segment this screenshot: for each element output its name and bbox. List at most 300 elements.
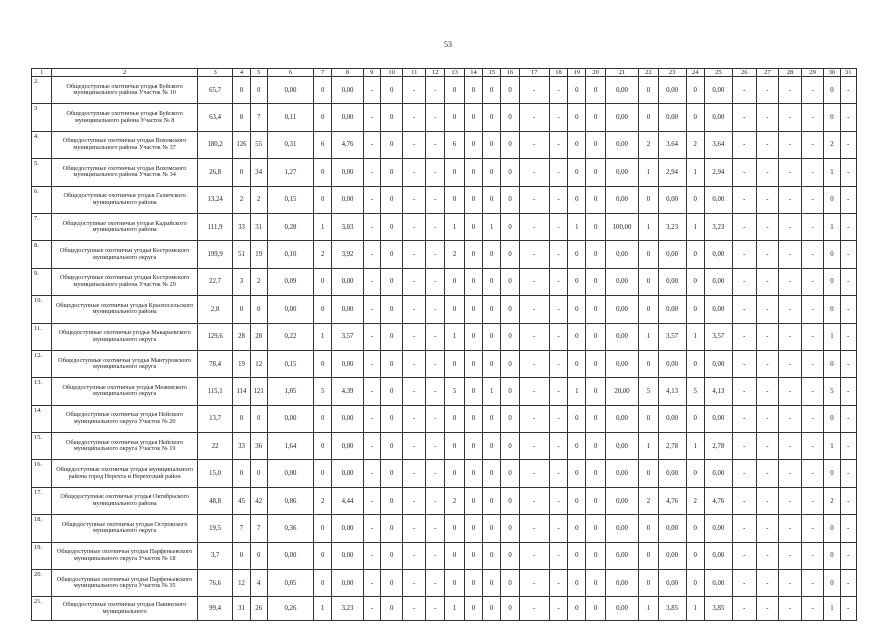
value-cell: 0 <box>686 515 704 542</box>
value-cell: 0 <box>464 350 482 377</box>
value-cell: - <box>801 378 824 405</box>
value-cell: 0 <box>380 350 403 377</box>
value-cell: 0 <box>686 350 704 377</box>
value-cell: 0 <box>483 487 501 514</box>
value-cell: - <box>801 433 824 460</box>
value-cell: 0,15 <box>267 186 313 213</box>
value-cell: 0 <box>501 515 519 542</box>
value-cell: - <box>801 159 824 186</box>
value-cell: 0 <box>314 186 332 213</box>
value-cell: 55 <box>250 131 267 158</box>
value-cell: - <box>840 186 856 213</box>
value-cell: - <box>519 597 549 621</box>
value-cell: - <box>801 487 824 514</box>
value-cell: - <box>549 213 567 240</box>
hunting-ground-name-cell: Общедоступные охотничьи угодья Костромского муниципального округа <box>52 241 197 268</box>
value-cell: - <box>801 350 824 377</box>
column-number-cell: 12 <box>426 69 445 77</box>
value-cell: 0 <box>464 159 482 186</box>
value-cell: - <box>403 433 426 460</box>
value-cell: - <box>549 241 567 268</box>
value-cell: 0 <box>586 597 605 621</box>
value-cell: - <box>363 186 380 213</box>
value-cell: - <box>732 405 756 432</box>
value-cell: 0 <box>250 460 267 487</box>
value-cell: - <box>840 350 856 377</box>
row-number-cell: 9. <box>32 268 52 295</box>
hunting-ground-name-cell: Общедоступные охотничьи угодья Нейского муниципального округа Участок № 20 <box>52 405 197 432</box>
value-cell: 0 <box>464 77 482 104</box>
value-cell: - <box>732 104 756 131</box>
value-cell: 1 <box>686 597 704 621</box>
value-cell: - <box>403 597 426 621</box>
value-cell: - <box>840 542 856 569</box>
value-cell: - <box>519 104 549 131</box>
value-cell: 1 <box>483 378 501 405</box>
value-cell: 12 <box>233 570 250 597</box>
value-cell: 0,10 <box>267 241 313 268</box>
value-cell: - <box>779 378 802 405</box>
value-cell: - <box>779 460 802 487</box>
value-cell: 1 <box>824 323 840 350</box>
value-cell: 0 <box>464 433 482 460</box>
value-cell: - <box>756 597 779 621</box>
value-cell: - <box>732 460 756 487</box>
value-cell: - <box>363 515 380 542</box>
value-cell: 0,00 <box>605 241 638 268</box>
value-cell: - <box>732 296 756 323</box>
value-cell: 13,7 <box>197 405 233 432</box>
row-number-cell: 6. <box>32 186 52 213</box>
value-cell: 5 <box>824 378 840 405</box>
value-cell: - <box>403 131 426 158</box>
value-cell: 0 <box>568 597 586 621</box>
value-cell: 0 <box>464 378 482 405</box>
value-cell: 0 <box>483 515 501 542</box>
value-cell: 0 <box>501 542 519 569</box>
value-cell: 6 <box>314 131 332 158</box>
row-number-cell: 20. <box>32 570 52 597</box>
value-cell: - <box>426 350 445 377</box>
value-cell: 2 <box>639 131 658 158</box>
hunting-ground-name-cell: Общедоступные охотничьи угодья Нейского муниципального округа Участок № 19 <box>52 433 197 460</box>
value-cell: 0 <box>568 433 586 460</box>
value-cell: 0 <box>464 104 482 131</box>
value-cell: 0 <box>464 460 482 487</box>
value-cell: 0,00 <box>332 515 363 542</box>
value-cell: 2 <box>445 487 464 514</box>
value-cell: 0 <box>314 460 332 487</box>
value-cell: 0,00 <box>658 460 686 487</box>
value-cell: 0,00 <box>332 159 363 186</box>
value-cell: 1 <box>686 213 704 240</box>
value-cell: - <box>756 186 779 213</box>
value-cell: - <box>779 570 802 597</box>
value-cell: 0,00 <box>605 542 638 569</box>
column-number-cell: 18 <box>549 69 567 77</box>
value-cell: 0,00 <box>658 241 686 268</box>
value-cell: 3,85 <box>658 597 686 621</box>
value-cell: - <box>732 570 756 597</box>
value-cell: - <box>549 296 567 323</box>
value-cell: - <box>363 597 380 621</box>
value-cell: - <box>779 405 802 432</box>
column-number-cell: 9 <box>363 69 380 77</box>
column-number-cell: 22 <box>639 69 658 77</box>
value-cell: 34 <box>250 159 267 186</box>
value-cell: - <box>801 268 824 295</box>
value-cell: 1 <box>568 378 586 405</box>
value-cell: 0 <box>483 323 501 350</box>
value-cell: 3,23 <box>332 597 363 621</box>
value-cell: 0 <box>501 405 519 432</box>
value-cell: 0 <box>380 323 403 350</box>
hunting-ground-name-cell: Общедоступные охотничьи угодья Павинского муниципального <box>52 597 197 621</box>
value-cell: - <box>840 131 856 158</box>
value-cell: - <box>732 542 756 569</box>
hunting-ground-name-cell: Общедоступные охотничьи угодья Вохомского муниципального района Участок № 37 <box>52 131 197 158</box>
column-number-row <box>32 69 857 77</box>
value-cell: - <box>732 433 756 460</box>
value-cell: 0 <box>483 350 501 377</box>
value-cell: - <box>403 296 426 323</box>
value-cell: 0,00 <box>332 104 363 131</box>
value-cell: 0 <box>445 570 464 597</box>
table-row <box>32 213 857 240</box>
row-number-cell: 7. <box>32 213 52 240</box>
value-cell: - <box>403 542 426 569</box>
value-cell: 0 <box>380 570 403 597</box>
value-cell: 111,9 <box>197 213 233 240</box>
value-cell: - <box>756 487 779 514</box>
row-number-cell: 5. <box>32 159 52 186</box>
value-cell: 33 <box>233 213 250 240</box>
value-cell: 0,00 <box>605 570 638 597</box>
value-cell: 0 <box>586 405 605 432</box>
value-cell: 13,24 <box>197 186 233 213</box>
value-cell: 0 <box>445 350 464 377</box>
value-cell: 2 <box>233 186 250 213</box>
value-cell: - <box>779 433 802 460</box>
value-cell: - <box>403 77 426 104</box>
value-cell: 4,76 <box>658 487 686 514</box>
value-cell: - <box>426 77 445 104</box>
value-cell: - <box>426 131 445 158</box>
value-cell: - <box>779 323 802 350</box>
value-cell: 0 <box>483 104 501 131</box>
value-cell: - <box>840 296 856 323</box>
value-cell: 0 <box>483 131 501 158</box>
value-cell: 180,2 <box>197 131 233 158</box>
value-cell: 0 <box>314 77 332 104</box>
value-cell: 0 <box>824 570 840 597</box>
value-cell: 1 <box>824 159 840 186</box>
value-cell: - <box>363 241 380 268</box>
value-cell: 0,00 <box>658 186 686 213</box>
value-cell: 0,00 <box>267 77 313 104</box>
value-cell: 0 <box>501 241 519 268</box>
value-cell: 2 <box>686 487 704 514</box>
value-cell: - <box>519 77 549 104</box>
value-cell: - <box>840 213 856 240</box>
value-cell: 65,7 <box>197 77 233 104</box>
value-cell: 0,22 <box>267 323 313 350</box>
value-cell: 0,00 <box>658 350 686 377</box>
value-cell: 0 <box>483 77 501 104</box>
value-cell: - <box>756 460 779 487</box>
value-cell: 36 <box>250 433 267 460</box>
value-cell: - <box>549 350 567 377</box>
value-cell: 0,00 <box>332 570 363 597</box>
column-number-cell: 27 <box>756 69 779 77</box>
value-cell: - <box>732 213 756 240</box>
value-cell: - <box>801 296 824 323</box>
value-cell: - <box>840 104 856 131</box>
value-cell: 0 <box>445 268 464 295</box>
value-cell: 121 <box>250 378 267 405</box>
value-cell: 0 <box>464 296 482 323</box>
value-cell: - <box>519 433 549 460</box>
table-row <box>32 131 857 158</box>
table-row <box>32 433 857 460</box>
value-cell: - <box>756 433 779 460</box>
value-cell: 0 <box>639 515 658 542</box>
value-cell: 0 <box>250 542 267 569</box>
hunting-ground-name-cell: Общедоступные охотничьи угодья Галичского муниципального района <box>52 186 197 213</box>
value-cell: 7 <box>250 104 267 131</box>
value-cell: 0 <box>824 241 840 268</box>
column-number-cell: 8 <box>332 69 363 77</box>
value-cell: 0,00 <box>267 405 313 432</box>
column-number-cell: 31 <box>840 69 856 77</box>
value-cell: 0 <box>568 131 586 158</box>
value-cell: 0,00 <box>658 542 686 569</box>
value-cell: - <box>732 131 756 158</box>
row-number-cell: 2. <box>32 77 52 104</box>
value-cell: 0 <box>314 159 332 186</box>
column-number-cell: 3 <box>197 69 233 77</box>
value-cell: 3,03 <box>332 213 363 240</box>
table-row <box>32 186 857 213</box>
value-cell: 1 <box>639 213 658 240</box>
value-cell: 99,4 <box>197 597 233 621</box>
value-cell: 2,8 <box>197 296 233 323</box>
value-cell: 2 <box>639 487 658 514</box>
table-row <box>32 268 857 295</box>
value-cell: 0 <box>445 77 464 104</box>
value-cell: 0,36 <box>267 515 313 542</box>
value-cell: - <box>549 323 567 350</box>
table-row <box>32 570 857 597</box>
value-cell: 19,5 <box>197 515 233 542</box>
value-cell: 0,00 <box>332 460 363 487</box>
value-cell: 1 <box>445 323 464 350</box>
value-cell: 2 <box>445 241 464 268</box>
value-cell: - <box>779 213 802 240</box>
value-cell: - <box>363 77 380 104</box>
value-cell: - <box>426 213 445 240</box>
value-cell: 2 <box>250 268 267 295</box>
value-cell: 0 <box>586 570 605 597</box>
value-cell: 0,00 <box>605 350 638 377</box>
value-cell: - <box>779 515 802 542</box>
value-cell: 0,00 <box>332 542 363 569</box>
value-cell: - <box>801 323 824 350</box>
value-cell: - <box>779 241 802 268</box>
hunting-ground-name-cell: Общедоступные охотничьи угодья Кадыйского муниципального района <box>52 213 197 240</box>
value-cell: - <box>840 405 856 432</box>
value-cell: - <box>732 350 756 377</box>
column-number-cell: 24 <box>686 69 704 77</box>
hunting-ground-name-cell: Общедоступные охотничьи угодья Вохомского муниципального района Участок № 34 <box>52 159 197 186</box>
value-cell: - <box>403 405 426 432</box>
value-cell: 0,00 <box>704 77 732 104</box>
value-cell: - <box>732 487 756 514</box>
value-cell: 26,8 <box>197 159 233 186</box>
table-row <box>32 378 857 405</box>
value-cell: - <box>756 131 779 158</box>
value-cell: 0 <box>233 460 250 487</box>
value-cell: 0 <box>233 296 250 323</box>
value-cell: 0 <box>586 296 605 323</box>
value-cell: 0 <box>639 542 658 569</box>
value-cell: 0 <box>586 104 605 131</box>
value-cell: 1 <box>639 323 658 350</box>
value-cell: 2 <box>824 131 840 158</box>
value-cell: - <box>363 296 380 323</box>
value-cell: 0 <box>314 350 332 377</box>
value-cell: 0 <box>686 542 704 569</box>
value-cell: 2 <box>250 186 267 213</box>
value-cell: 0,00 <box>704 350 732 377</box>
value-cell: - <box>779 542 802 569</box>
value-cell: 0 <box>380 159 403 186</box>
value-cell: 0 <box>464 515 482 542</box>
value-cell: 0 <box>824 460 840 487</box>
value-cell: 0,00 <box>658 405 686 432</box>
value-cell: - <box>549 515 567 542</box>
value-cell: - <box>840 159 856 186</box>
table-row <box>32 515 857 542</box>
hunting-ground-name-cell: Общедоступные охотничьи угодья муниципального района город Нерехта и Нерехтский район <box>52 460 197 487</box>
value-cell: - <box>363 542 380 569</box>
value-cell: - <box>519 186 549 213</box>
column-number-cell: 30 <box>824 69 840 77</box>
value-cell: 0 <box>501 213 519 240</box>
value-cell: 0 <box>501 597 519 621</box>
column-number-cell: 16 <box>501 69 519 77</box>
value-cell: 1 <box>824 597 840 621</box>
value-cell: 0 <box>501 570 519 597</box>
value-cell: 0 <box>824 542 840 569</box>
value-cell: - <box>426 268 445 295</box>
value-cell: 1 <box>639 433 658 460</box>
value-cell: - <box>426 433 445 460</box>
value-cell: 0 <box>445 460 464 487</box>
value-cell: 0,00 <box>704 570 732 597</box>
value-cell: 100,00 <box>605 213 638 240</box>
value-cell: 0,00 <box>658 268 686 295</box>
value-cell: 0 <box>314 515 332 542</box>
value-cell: 0,00 <box>605 515 638 542</box>
value-cell: 0 <box>483 241 501 268</box>
value-cell: 0 <box>464 542 482 569</box>
value-cell: 0,00 <box>332 350 363 377</box>
value-cell: 0 <box>586 487 605 514</box>
value-cell: - <box>519 378 549 405</box>
value-cell: - <box>363 433 380 460</box>
value-cell: - <box>549 268 567 295</box>
value-cell: 0 <box>464 597 482 621</box>
value-cell: - <box>732 323 756 350</box>
value-cell: 78,4 <box>197 350 233 377</box>
value-cell: 0 <box>568 296 586 323</box>
value-cell: 5 <box>639 378 658 405</box>
value-cell: 7 <box>250 515 267 542</box>
value-cell: 1,05 <box>267 378 313 405</box>
value-cell: - <box>403 104 426 131</box>
value-cell: - <box>403 570 426 597</box>
table-row <box>32 77 857 104</box>
value-cell: 0,00 <box>658 515 686 542</box>
value-cell: 0,09 <box>267 268 313 295</box>
value-cell: 0 <box>639 460 658 487</box>
value-cell: 1 <box>639 597 658 621</box>
value-cell: 2 <box>314 487 332 514</box>
value-cell: 0,00 <box>605 487 638 514</box>
value-cell: 0,00 <box>704 104 732 131</box>
value-cell: 0,00 <box>658 104 686 131</box>
value-cell: - <box>756 159 779 186</box>
value-cell: - <box>519 405 549 432</box>
value-cell: 0 <box>586 131 605 158</box>
value-cell: 3,23 <box>704 213 732 240</box>
value-cell: - <box>779 268 802 295</box>
value-cell: - <box>363 159 380 186</box>
value-cell: 8 <box>233 104 250 131</box>
value-cell: 1 <box>686 323 704 350</box>
value-cell: 0 <box>639 104 658 131</box>
value-cell: 0 <box>824 350 840 377</box>
value-cell: 0 <box>464 241 482 268</box>
table-row <box>32 241 857 268</box>
value-cell: 0 <box>380 241 403 268</box>
value-cell: - <box>363 213 380 240</box>
value-cell: 0 <box>568 186 586 213</box>
table-row <box>32 542 857 569</box>
value-cell: 0 <box>824 515 840 542</box>
value-cell: - <box>756 213 779 240</box>
value-cell: 114 <box>233 378 250 405</box>
value-cell: 0,00 <box>605 405 638 432</box>
value-cell: 5 <box>445 378 464 405</box>
value-cell: - <box>549 542 567 569</box>
data-table <box>31 68 857 621</box>
value-cell: 0 <box>568 77 586 104</box>
value-cell: 0,00 <box>332 405 363 432</box>
value-cell: - <box>756 405 779 432</box>
column-number-cell: 2 <box>52 69 197 77</box>
value-cell: - <box>732 77 756 104</box>
value-cell: - <box>519 350 549 377</box>
value-cell: - <box>756 515 779 542</box>
value-cell: - <box>549 104 567 131</box>
value-cell: - <box>840 433 856 460</box>
value-cell: 5 <box>314 378 332 405</box>
value-cell: 0,00 <box>658 296 686 323</box>
value-cell: 19 <box>250 241 267 268</box>
value-cell: 129,6 <box>197 323 233 350</box>
